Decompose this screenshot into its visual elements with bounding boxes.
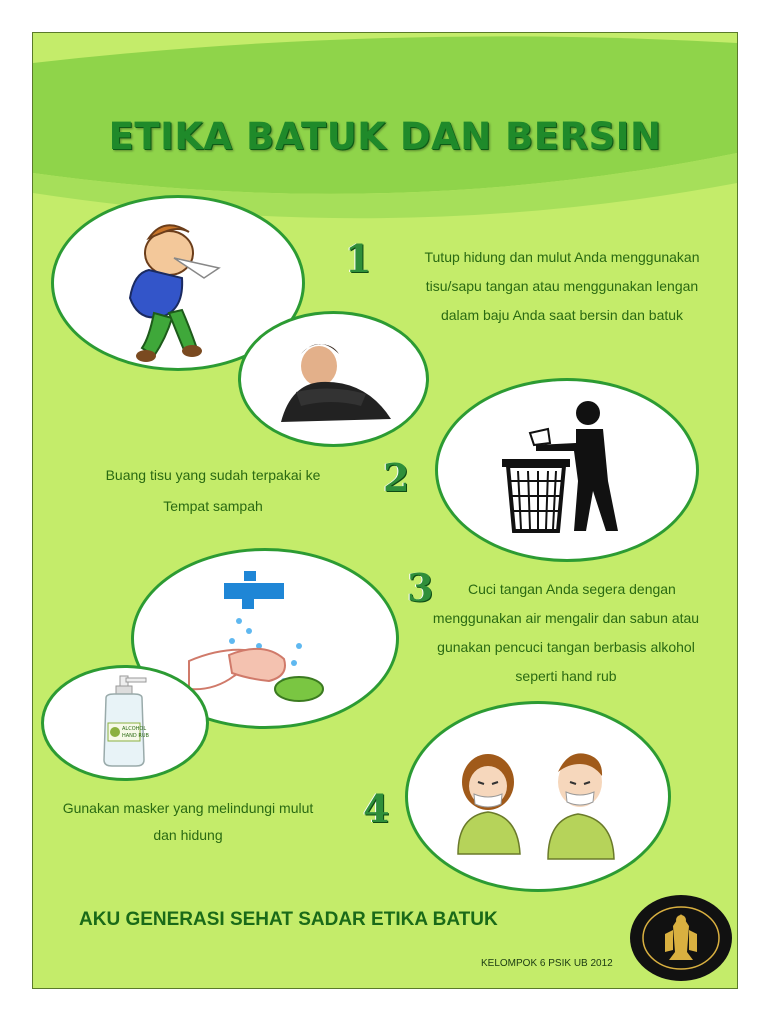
step-2-number: 2 <box>383 455 410 500</box>
slogan: AKU GENERASI SEHAT SADAR ETIKA BATUK <box>79 909 498 930</box>
step-4-text: Gunakan masker yang melindungi mulut dan hidung <box>62 800 314 843</box>
masked-people-image <box>405 701 671 892</box>
hand-rub-bottle-image <box>41 665 209 781</box>
step-1-text: Tutup hidung dan mulut Anda menggunakan tisu/sapu tangan atau menggunakan lengan dalam baju Anda saat bersin dan batuk <box>424 249 700 323</box>
poster <box>32 32 738 989</box>
university-seal-logo <box>629 894 733 982</box>
trash-bin-image <box>435 378 699 562</box>
svg-text:HAND RUB: HAND RUB <box>122 733 149 739</box>
svg-text:ALCOHOL: ALCOHOL <box>122 726 147 732</box>
page-title: ETIKA BATUK DAN BERSIN <box>108 115 662 158</box>
step-1-number: 1 <box>345 236 372 281</box>
credit-text: KELOMPOK 6 PSIK UB 2012 <box>481 958 613 969</box>
step-2-text: Buang tisu yang sudah terpakai ke Tempat sampah <box>105 467 321 514</box>
step-3-number: 3 <box>407 565 434 610</box>
step-3-text: Cuci tangan Anda segera dengan menggunakan air mengalir dan sabun atau gunakan pencuci tangan berbasis alkohol seperti hand rub <box>432 581 700 684</box>
step-4-number: 4 <box>363 786 390 831</box>
woman-coughing-image <box>238 311 429 447</box>
